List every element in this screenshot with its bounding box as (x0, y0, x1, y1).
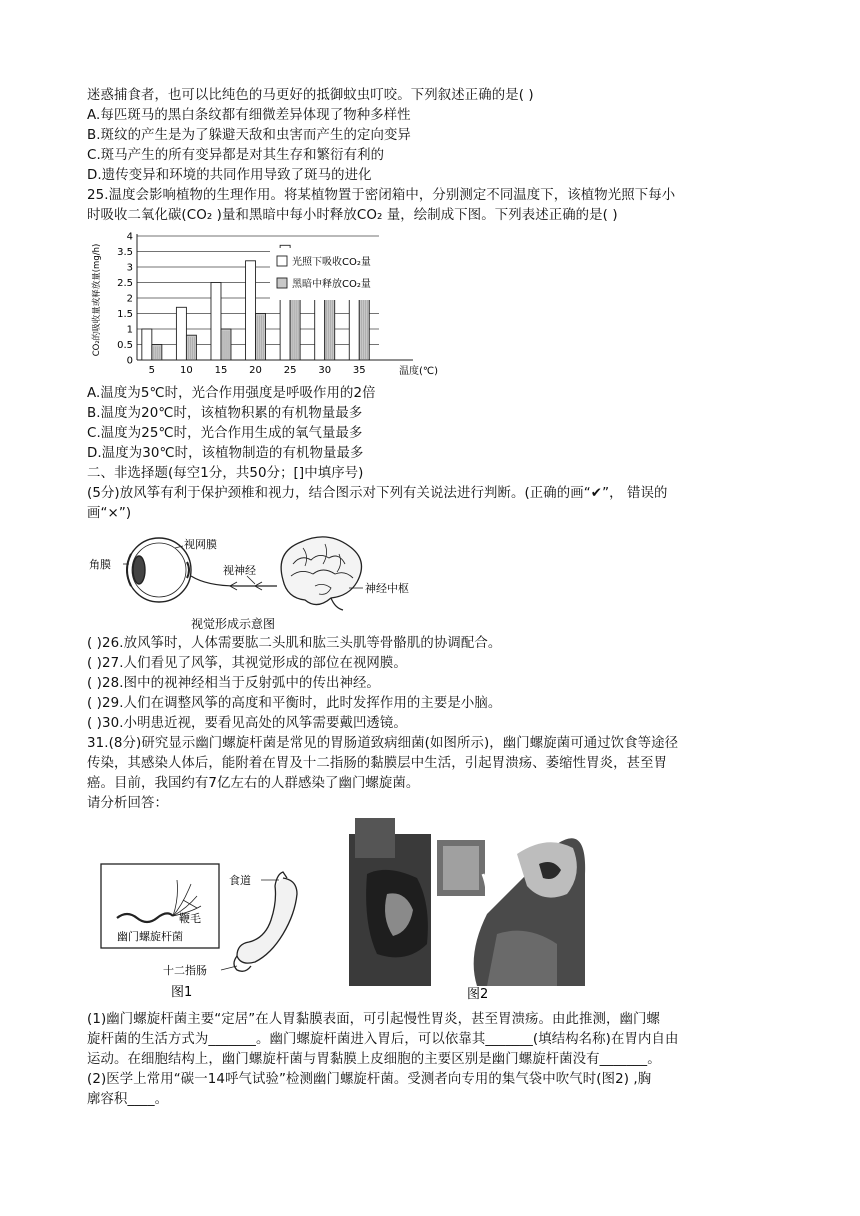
y-tick-label: 2.5 (117, 278, 133, 289)
esophagus-label: 食道 (229, 874, 251, 887)
flagella-label: 鞭毛 (179, 912, 201, 925)
q25-option-c: C.温度为25℃时，光合作用生成的氧气量最多 (87, 426, 363, 441)
chart-x-ticks (149, 365, 366, 376)
legend-label: 光照下吸收CO₂量 (292, 257, 371, 268)
bar-light-absorb (142, 329, 152, 360)
legend-swatch (277, 278, 287, 288)
q24-stem-tail: 迷惑捕食者，也可以比纯色的马更好的抵御蚊虫叮咬。下列叙述正确的是( ) (87, 88, 534, 103)
bar-dark-release (221, 329, 231, 360)
tf-item-27: ( )27.人们看见了风筝，其视觉形成的部位在视网膜。 (87, 656, 407, 671)
q25-stem-line-2: 时吸收二氧化碳(CO₂ )量和黑暗中每小时释放CO₂ 量，绘制成下图。下列表述正确的是( ) (87, 208, 618, 223)
q31-stem-line-3: 癌。目前，我国约有7亿左右的人群感染了幽门螺旋菌。 (87, 776, 420, 791)
q31-stem-line-1: 31.(8分)研究显示幽门螺旋杆菌是常见的胃肠道致病细菌(如图所示)，幽门螺旋菌可通过饮食等途径 (87, 736, 679, 751)
figure-2-caption: 图2 (467, 987, 489, 1002)
kite-intro-line-1: (5分)放风筝有利于保护颈椎和视力，结合图示对下列有关说法进行判断。(正确的画“✔”， 错误的 (87, 486, 668, 501)
x-tick-label: 25 (283, 365, 297, 376)
y-tick-label: 1.5 (117, 309, 133, 320)
x-tick-label: 5 (148, 365, 156, 376)
bar-light-absorb (246, 261, 256, 360)
q31-stem-line-2: 传染，其感染人体后，能附着在胃及十二指肠的黏膜层中生活，引起胃溃疡、萎缩性胃炎，甚至胃 (87, 756, 668, 771)
chart-ylabel: CO₂的吸收量或释放量(mg/h) (92, 243, 102, 357)
y-tick-label: 2 (126, 293, 133, 305)
q31-figures (87, 814, 777, 1010)
bar-light-absorb (211, 283, 221, 361)
bar-dark-release (290, 292, 300, 360)
q31-answer-line-4: (2)医学上常用“碳一14呼气试验”检测幽门螺旋杆菌。受测者向专用的集气袋中吹气时(图2) ,胸 (87, 1072, 652, 1087)
q31-answer-line-2: 旋杆菌的生活方式为_______。幽门螺旋杆菌进入胃后，可以依靠其_______(填结构名称)在胃内自由 (87, 1032, 679, 1047)
y-tick-label: 3 (126, 262, 133, 274)
x-tick-label: 15 (214, 365, 228, 376)
q25-stem-line-1: 25.温度会影响植物的生理作用。将某植物置于密闭箱中，分别测定不同温度下，该植物光照下每小 (87, 188, 676, 203)
flagella-pointer (183, 900, 197, 908)
optic-nerve-pointer (247, 576, 255, 584)
tf-item-26: ( )26.放风筝时，人体需要肱二头肌和肱三头肌等骨骼肌的协调配合。 (87, 636, 502, 651)
co2-chart-svg (87, 226, 457, 384)
q24-option-c: C.斑马产生的所有变异都是对其生存和繁衍有利的 (87, 148, 385, 163)
bacterium-label: 幽门螺旋杆菌 (117, 930, 183, 943)
retina-label: 视网膜 (184, 538, 217, 551)
legend-swatch (277, 256, 287, 266)
brain-illustration (281, 537, 361, 610)
x-tick-label: 20 (249, 365, 262, 376)
y-tick-label: 4 (126, 231, 133, 243)
chart-legend (270, 248, 448, 300)
optic-nerve-line (191, 576, 277, 586)
breath-test-photo (349, 818, 585, 986)
x-tick-label: 35 (352, 365, 366, 376)
y-tick-label: 1 (126, 324, 133, 336)
q24-option-d: D.遗传变异和环境的共同作用导致了斑马的进化 (87, 168, 372, 183)
cornea-label: 角膜 (89, 558, 111, 571)
bar-dark-release (256, 314, 266, 361)
tf-item-28: ( )28.图中的视神经相当于反射弧中的传出神经。 (87, 676, 380, 691)
duodenum-label: 十二指肠 (163, 964, 207, 977)
vision-diagram-svg (87, 524, 467, 634)
bar-light-absorb (176, 307, 186, 360)
exam-page (87, 86, 777, 1110)
y-tick-label: 0.5 (117, 340, 133, 351)
optic-nerve-label: 视神经 (223, 564, 256, 577)
nerve-center-label: 神经中枢 (365, 582, 409, 595)
bar-dark-release (186, 335, 196, 360)
figure-1-caption: 图1 (171, 985, 193, 1000)
q31-figures-svg (87, 814, 777, 1010)
legend-label: 黑暗中释放CO₂量 (292, 279, 371, 290)
section-2-title: 二、非选择题(每空1分，共50分；[]中填序号) (87, 466, 364, 481)
kite-intro-line-2: 画“×”) (87, 506, 132, 521)
x-tick-label: 10 (180, 365, 193, 376)
co2-bar-chart (87, 226, 777, 384)
y-tick-label: 3.5 (117, 247, 133, 258)
tf-item-29: ( )29.人们在调整风筝的高度和平衡时，此时发挥作用的主要是小脑。 (87, 696, 502, 711)
q25-option-b: B.温度为20℃时，该植物积累的有机物量最多 (87, 406, 363, 421)
legend-box (270, 248, 448, 300)
q25-option-a: A.温度为5℃时，光合作用强度是呼吸作用的2倍 (87, 386, 376, 401)
tf-item-30: ( )30.小明患近视，要看见高处的风筝需要戴凹透镜。 (87, 716, 407, 731)
chart-xlabel: 温度(℃) (399, 366, 439, 377)
vision-diagram (87, 524, 777, 634)
y-tick-label: 0 (126, 355, 133, 367)
x-tick-label: 30 (318, 365, 332, 376)
eyeball-illustration (127, 538, 191, 602)
q25-option-d: D.温度为30℃时，该植物制造的有机物量最多 (87, 446, 364, 461)
vision-diagram-caption: 视觉形成示意图 (191, 617, 276, 631)
q31-answer-line-3: 运动。在细胞结构上，幽门螺旋杆菌与胃黏膜上皮细胞的主要区别是幽门螺旋杆菌没有_______。 (87, 1052, 661, 1067)
q31-answer-line-5: 廓容积____。 (87, 1092, 169, 1107)
bar-dark-release (152, 345, 162, 361)
chart-y-ticks (117, 232, 133, 367)
q31-prompt: 请分析回答： (87, 796, 168, 811)
q31-answer-line-1: (1)幽门螺旋杆菌主要“定居”在人胃黏膜表面，可引起慢性胃炎，甚至胃溃疡。由此推测，幽门螺 (87, 1012, 660, 1027)
q24-option-b: B.斑纹的产生是为了躲避天敌和虫害而产生的定向变异 (87, 128, 411, 143)
q24-option-a: A.每匹斑马的黑白条纹都有细微差异体现了物种多样性 (87, 108, 411, 123)
